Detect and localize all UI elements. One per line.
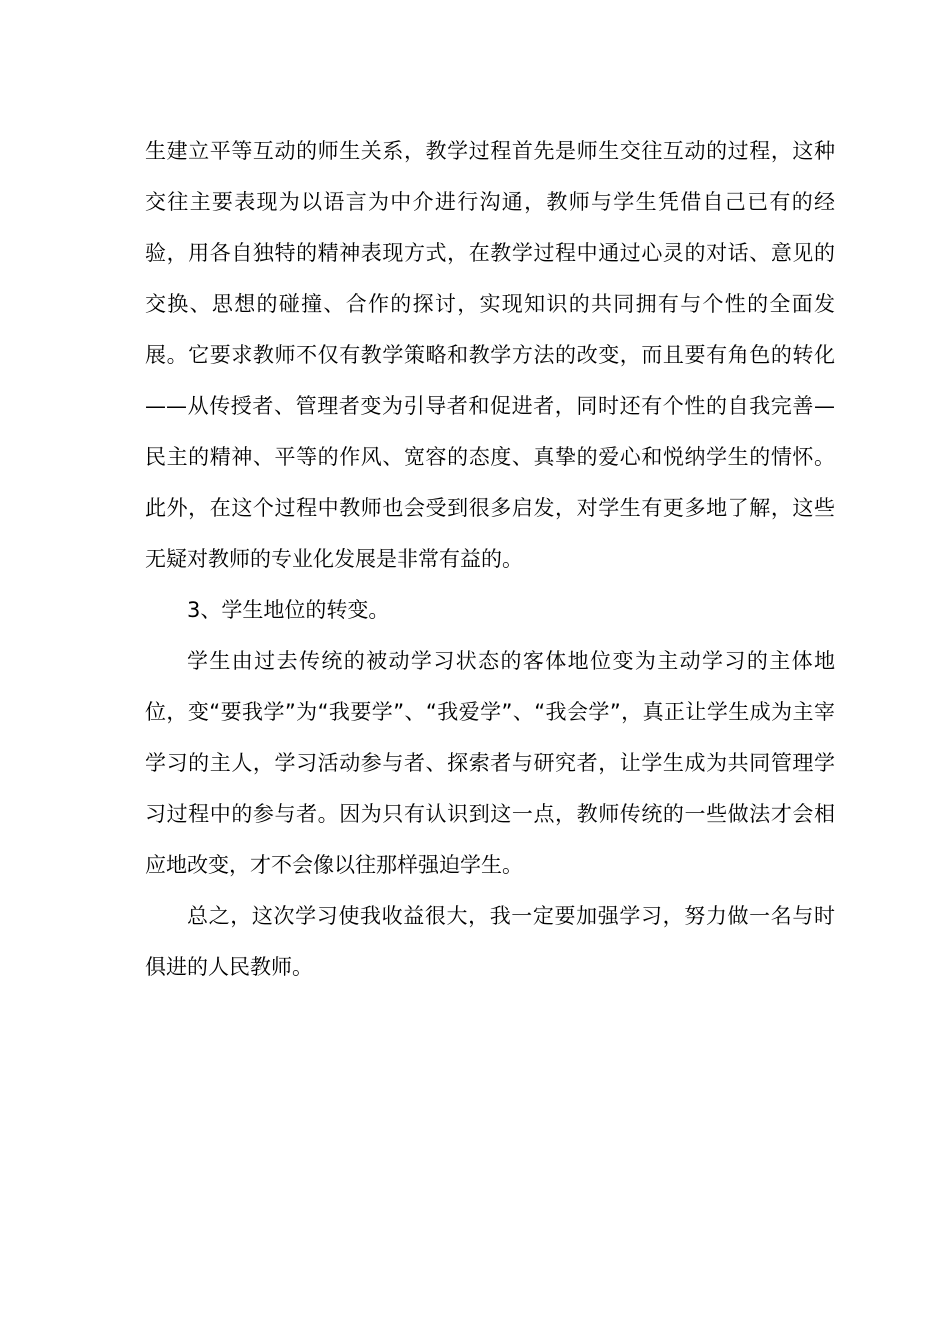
paragraph-student-role: 学生由过去传统的被动学习状态的客体地位变为主动学习的主体地位，变“要我学”为“我要学”、“我爱学”、“我会学”，真正让学生成为主宰学习的主人，学习活动参与者、探索者与研究者，让学生成为共同管理学习过程中的参与者。因为只有认识到这一点，教师传统的一些做法才会相应地改变，才不会像以往那样强迫学生。 bbox=[145, 649, 835, 877]
paragraph-conclusion: 总之，这次学习使我收益很大，我一定要加强学习，努力做一名与时俱进的人民教师。 bbox=[145, 904, 835, 979]
paragraph-continued: 生建立平等互动的师生关系，教学过程首先是师生交往互动的过程，这种交往主要表现为以语言为中介进行沟通，教师与学生凭借自己已有的经验，用各自独特的精神表现方式，在教学过程中通过心灵的对话、意见的交换、思想的碰撞、合作的探讨，实现知识的共同拥有与个性的全面发展。它要求教师不仅有教学策略和教学方法的改变，而且要有角色的转化——从传授者、管理者变为引导者和促进者，同时还有个性的自我完善—民主的精神、平等的作风、宽容的态度、真挚的爱心和悦纳学生的情怀。此外，在这个过程中教师也会受到很多启发，对学生有更多地了解，这些无疑对教师的专业化发展是非常有益的。 bbox=[145, 139, 835, 571]
document-body bbox=[145, 126, 835, 993]
section-heading: 3、学生地位的转变。 bbox=[187, 598, 390, 622]
